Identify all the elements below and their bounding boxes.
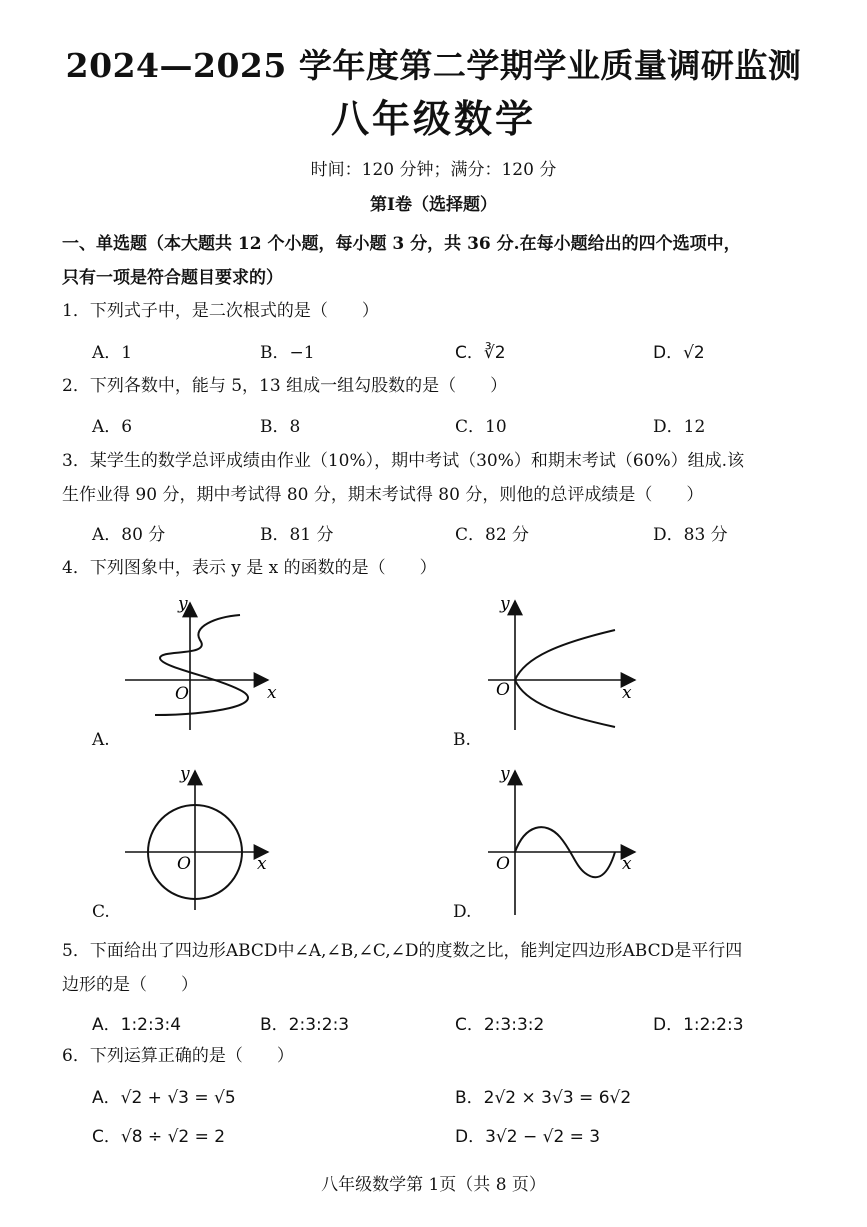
q5-option-d: D．1:2:2:3: [653, 1015, 744, 1035]
graph-d-label: D.: [453, 902, 472, 922]
q5-option-b: B．2:3:2:3: [260, 1015, 350, 1035]
q6-option-c: C．√8 ÷ √2 = 2: [92, 1127, 226, 1147]
q1-option-d: D．√2: [653, 343, 705, 363]
x-label: x: [622, 683, 632, 703]
q3-option-b: B．81 分: [260, 525, 334, 545]
graph-d: [480, 765, 640, 915]
y-label: y: [180, 765, 190, 784]
question-5-line1: 5．下面给出了四边形ABCD中∠A,∠B,∠C,∠D的度数之比，能判定四边形ABCD是平行四: [62, 941, 743, 961]
y-label: y: [500, 765, 510, 784]
time-info: 时间：120 分钟；满分：120 分: [310, 160, 557, 180]
question-4: 4．下列图象中，表示 y 是 x 的函数的是（ ）: [62, 558, 437, 578]
q3-option-d: D．83 分: [653, 525, 728, 545]
origin-label: O: [496, 854, 510, 874]
graph-c-label: C.: [92, 902, 110, 922]
q5-option-c: C．2:3:3:2: [455, 1015, 545, 1035]
x-label: x: [257, 854, 267, 874]
q2-option-a: A．6: [92, 417, 133, 437]
curve-b: [515, 630, 615, 727]
question-1: 1．下列式子中，是二次根式的是（ ）: [62, 301, 379, 321]
q6-option-b: B．2√2 × 3√3 = 6√2: [455, 1088, 632, 1108]
q1-option-a: A．1: [92, 343, 133, 363]
question-5-line2: 边形的是（ ）: [62, 975, 198, 995]
origin-label: O: [175, 684, 189, 704]
curve-a: [155, 615, 248, 715]
x-label: x: [267, 683, 277, 703]
graph-a-label: A.: [92, 730, 110, 750]
graph-b: [480, 595, 640, 735]
q1-option-c: C．∛2: [455, 343, 506, 363]
x-label: x: [622, 854, 632, 874]
origin-label: O: [496, 680, 510, 700]
graph-a: [120, 595, 280, 735]
subject-title: 八年级数学: [330, 96, 536, 141]
question-2: 2．下列各数中，能与 5，13 组成一组勾股数的是（ ）: [62, 376, 508, 396]
q2-option-c: C．10: [455, 417, 507, 437]
q6-option-d: D．3√2 − √2 = 3: [455, 1127, 601, 1147]
q2-option-d: D．12: [653, 417, 706, 437]
question-6: 6．下列运算正确的是（ ）: [62, 1046, 294, 1066]
question-3-line2: 生作业得 90 分，期中考试得 80 分，期末考试得 80 分，则他的总评成绩是（ ）: [62, 485, 704, 505]
y-label: y: [178, 595, 188, 614]
q3-option-c: C．82 分: [455, 525, 530, 545]
graph-b-label: B.: [453, 730, 471, 750]
q3-option-a: A．80 分: [92, 525, 166, 545]
q1-option-b: B．−1: [260, 343, 315, 363]
section-heading-line1: 一、单选题（本大题共 12 个小题，每小题 3 分，共 36 分.在每小题给出的四个选项中，: [62, 234, 741, 254]
q2-option-b: B．8: [260, 417, 301, 437]
y-label: y: [500, 595, 510, 614]
q5-option-a: A．1:2:3:4: [92, 1015, 182, 1035]
graph-c: [120, 765, 280, 915]
exam-title: 2024—2025 学年度第二学期学业质量调研监测: [65, 46, 802, 85]
part-heading: 第Ⅰ卷（选择题）: [370, 195, 497, 215]
q6-option-a: A．√2 + √3 = √5: [92, 1088, 236, 1108]
section-heading-line2: 只有一项是符合题目要求的）: [62, 268, 283, 288]
page-footer: 八年级数学第 1页（共 8 页）: [321, 1175, 546, 1195]
question-3-line1: 3．某学生的数学总评成绩由作业（10%），期中考试（30%）和期末考试（60%）组成.该: [62, 451, 745, 471]
origin-label: O: [177, 854, 191, 874]
